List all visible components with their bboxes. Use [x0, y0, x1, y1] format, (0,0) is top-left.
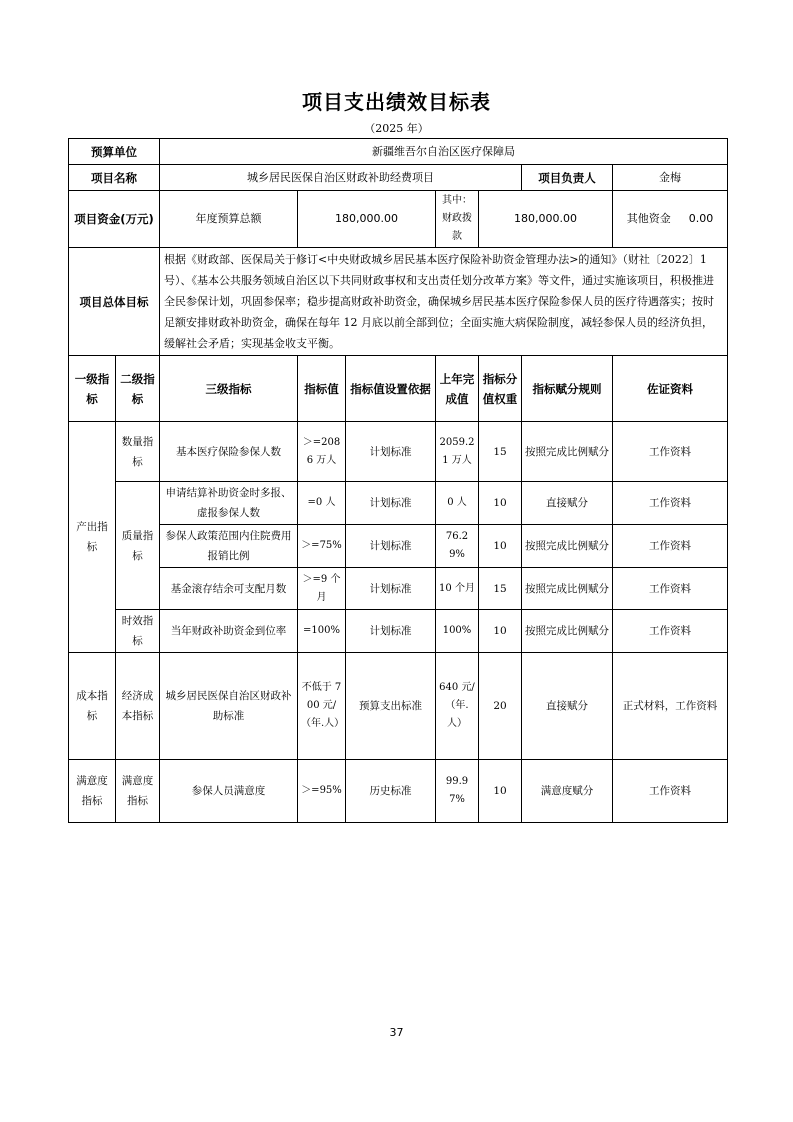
indicator-last-year: 10 个月 [436, 568, 479, 610]
indicator-evidence: 工作资料 [613, 525, 728, 568]
indicator-weight: 10 [479, 482, 522, 525]
indicator-name: 参保人政策范围内住院费用报销比例 [160, 525, 298, 568]
indicator-value: ＞=95% [298, 760, 346, 823]
indicator-value: ＞=2086 万人 [298, 422, 346, 482]
indicator-rule: 按照完成比例赋分 [522, 568, 613, 610]
fiscal-allocation-label: 其中：财政拨款 [436, 191, 479, 248]
indicator-basis: 计划标准 [346, 568, 436, 610]
indicator-weight: 15 [479, 422, 522, 482]
indicator-rule: 满意度赋分 [522, 760, 613, 823]
group-economic-cost: 经济成本指标 [116, 653, 160, 760]
indicator-rule: 按照完成比例赋分 [522, 422, 613, 482]
indicator-last-year: 100% [436, 610, 479, 653]
project-manager-value: 金梅 [613, 165, 728, 191]
annual-budget-value: 180,000.00 [298, 191, 436, 248]
project-name-value: 城乡居民医保自治区财政补助经费项目 [160, 165, 522, 191]
overall-goal-label: 项目总体目标 [69, 248, 160, 356]
indicator-weight: 15 [479, 568, 522, 610]
header-level1: 一级指标 [69, 356, 116, 422]
indicator-value: ＞=9 个月 [298, 568, 346, 610]
indicator-name: 申请结算补助资金时多报、虚报参保人数 [160, 482, 298, 525]
indicator-weight: 20 [479, 653, 522, 760]
indicator-name: 基本医疗保险参保人数 [160, 422, 298, 482]
page-title: 项目支出绩效目标表 [302, 90, 491, 114]
header-level2: 二级指标 [116, 356, 160, 422]
group-output: 产出指标 [69, 422, 116, 653]
other-funds-value [613, 191, 728, 248]
group-quality: 质量指标 [116, 482, 160, 610]
indicator-rule: 按照完成比例赋分 [522, 525, 613, 568]
project-funds-row [69, 191, 728, 248]
header-row [69, 356, 728, 422]
indicator-value: ＞=75% [298, 525, 346, 568]
indicator-evidence: 工作资料 [613, 568, 728, 610]
header-rule: 指标赋分规则 [522, 356, 613, 422]
indicator-last-year: 0 人 [436, 482, 479, 525]
indicator-last-year: 76.29% [436, 525, 479, 568]
group-quantity: 数量指标 [116, 422, 160, 482]
table-row [69, 568, 728, 610]
table-row [69, 422, 728, 482]
budget-unit-label: 预算单位 [69, 139, 160, 165]
indicator-name: 参保人员满意度 [160, 760, 298, 823]
project-name-label: 项目名称 [69, 165, 160, 191]
indicator-weight: 10 [479, 760, 522, 823]
indicator-evidence: 工作资料 [613, 610, 728, 653]
budget-unit-value: 新疆维吾尔自治区医疗保障局 [160, 139, 728, 165]
header-value: 指标值 [298, 356, 346, 422]
indicator-rule: 直接赋分 [522, 653, 613, 760]
indicator-basis: 预算支出标准 [346, 653, 436, 760]
group-satisfaction-sub: 满意度指标 [116, 760, 160, 823]
table-row [69, 610, 728, 653]
indicator-basis: 计划标准 [346, 422, 436, 482]
page-number: 37 [389, 1026, 404, 1039]
group-timeliness: 时效指标 [116, 610, 160, 653]
project-name-row [69, 165, 728, 191]
overall-goal-text: 根据《财政部、医保局关于修订<中央财政城乡居民基本医疗保险补助资金管理办法>的通知》（财社〔2022〕1 号）、《基本公共服务领域自治区以下共同财政事权和支出责任划分改革方案》等文件，通过实施该项目，积极推进全民参保计划，巩固参保率；稳步提高财政补助资金，确保城乡居民基本医疗保险参保人员的医疗待遇落实；按时足额安排财政补助资金，确保在每年 12 月底以前全部到位；全面实施大病保险制度，减轻参保人员的经济负担，缓解社会矛盾；实现基金收支平衡。 [160, 248, 728, 356]
indicator-evidence: 工作资料 [613, 422, 728, 482]
table-row [69, 653, 728, 760]
indicator-rule: 直接赋分 [522, 482, 613, 525]
fiscal-allocation-value: 180,000.00 [479, 191, 613, 248]
project-funds-label: 项目资金(万元) [69, 191, 160, 248]
year-label: （2025 年） [364, 122, 429, 135]
group-cost: 成本指标 [69, 653, 116, 760]
indicator-basis: 计划标准 [346, 482, 436, 525]
indicator-last-year: 99.97% [436, 760, 479, 823]
indicator-basis: 计划标准 [346, 610, 436, 653]
indicator-evidence: 正式材料，工作资料 [613, 653, 728, 760]
group-satisfaction: 满意度指标 [69, 760, 116, 823]
header-evidence: 佐证资料 [613, 356, 728, 422]
table-row [69, 760, 728, 823]
performance-table [68, 138, 728, 823]
header-level3: 三级指标 [160, 356, 298, 422]
budget-unit-row [69, 139, 728, 165]
indicator-name: 基金滚存结余可支配月数 [160, 568, 298, 610]
other-funds-amount: 0.00 [688, 212, 714, 225]
project-manager-label: 项目负责人 [522, 165, 613, 191]
indicator-weight: 10 [479, 525, 522, 568]
header-basis: 指标值设置依据 [346, 356, 436, 422]
indicator-name: 当年财政补助资金到位率 [160, 610, 298, 653]
indicator-name: 城乡居民医保自治区财政补助标准 [160, 653, 298, 760]
annual-budget-label: 年度预算总额 [160, 191, 298, 248]
indicator-value: 不低于 700 元/（年.人） [298, 653, 346, 760]
indicator-basis: 历史标准 [346, 760, 436, 823]
indicator-evidence: 工作资料 [613, 760, 728, 823]
header-last-year: 上年完成值 [436, 356, 479, 422]
indicator-last-year: 640 元/（年.人） [436, 653, 479, 760]
indicator-rule: 按照完成比例赋分 [522, 610, 613, 653]
indicator-basis: 计划标准 [346, 525, 436, 568]
other-funds-label: 其他资金 [626, 212, 671, 225]
indicator-value: =0 人 [298, 482, 346, 525]
overall-goal-row [69, 248, 728, 356]
indicator-weight: 10 [479, 610, 522, 653]
header-weight: 指标分值权重 [479, 356, 522, 422]
indicator-evidence: 工作资料 [613, 482, 728, 525]
table-row [69, 525, 728, 568]
indicator-value: =100% [298, 610, 346, 653]
indicator-last-year: 2059.21 万人 [436, 422, 479, 482]
table-row [69, 482, 728, 525]
